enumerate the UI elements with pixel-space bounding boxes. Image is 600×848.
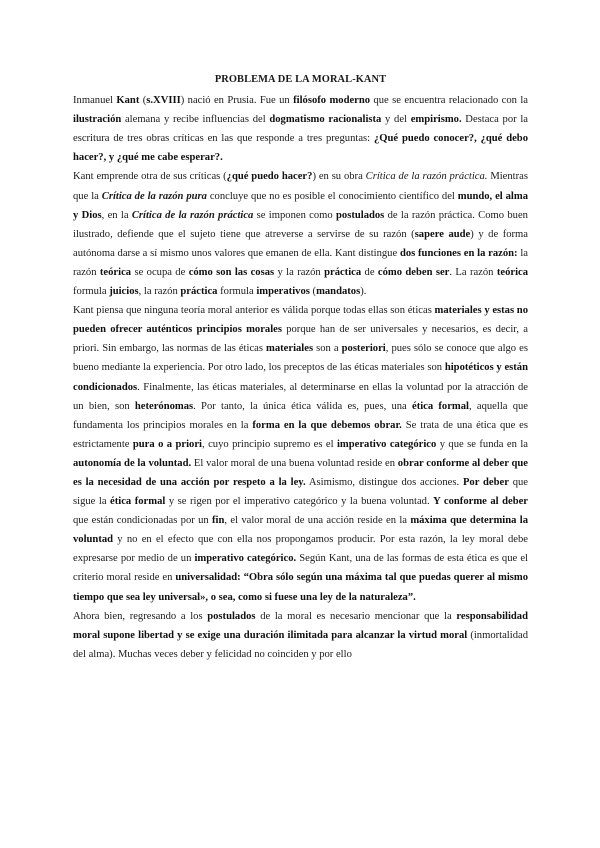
text-run: Según Kant, una de las formas de esta ética es que el criterio moral reside en	[73, 553, 528, 584]
text-run: . Finalmente, las éticas materiales, al determinarse en ellas la voluntad por la atracción de un bien, son	[73, 381, 528, 412]
text-run: ) en su obra	[312, 171, 366, 183]
text-run: imperativo categórico.	[194, 553, 297, 565]
text-run: (inmortalidad del alma). Muchas veces deber y felicidad no coinciden y por ello	[73, 629, 528, 660]
text-run: y la razón	[274, 266, 325, 278]
text-run: Por deber	[462, 476, 509, 488]
text-run: , aquella que fundamenta los principios morales en la	[73, 400, 528, 431]
text-run: Destaca por la escritura de tres obras críticas en las que responde a tres preguntas:	[73, 114, 529, 145]
text-run: . Por tanto, la única ética válida es, pues, una	[193, 400, 412, 412]
text-run: materiales y estas no pueden ofrecer auténticos principios morales	[73, 305, 528, 336]
text-run: teórica	[99, 266, 132, 278]
text-run: empirismo.	[410, 114, 462, 126]
text-run: y del	[381, 114, 411, 126]
text-run: : “Obra sólo según una máxima tal que puedas querer al mismo tiempo que sea ley universal», o sea, como si fuese una ley de la naturaleza”.	[73, 572, 529, 603]
text-run: de la razón práctica. Como buen ilustrado, defiende que el sujeto tiene que atreverse a servirse de su razón (	[73, 209, 528, 240]
text-run: posteriori	[341, 343, 386, 355]
text-run: máxima que determina la voluntad	[73, 515, 528, 546]
text-run: autonomía de la voluntad.	[73, 457, 192, 469]
text-run: ).	[360, 286, 367, 298]
text-run: heterónomas	[134, 400, 194, 412]
text-run: Crítica de la razón práctica.	[365, 171, 488, 183]
text-run: fin	[212, 515, 225, 527]
text-run: y se rigen por el imperativo categórico y la buena voluntad.	[165, 496, 434, 508]
text-run: Kant	[116, 95, 140, 107]
text-run: universalidad	[175, 572, 238, 584]
text-run: ) nació en Prusia. Fue un	[180, 95, 294, 107]
text-run: formula	[217, 286, 257, 298]
text-run: postulados	[207, 610, 256, 622]
text-run: pura o a priori	[132, 438, 203, 450]
text-run: Kant emprende otra de sus críticas (	[73, 171, 227, 183]
text-run: Inmanuel	[73, 95, 117, 107]
text-run: teórica	[496, 266, 529, 278]
text-run: Ahora bien, regresando a los	[73, 610, 208, 622]
text-run: mandatos	[316, 286, 361, 298]
text-run: Asimismo, distingue dos acciones.	[305, 476, 463, 488]
text-run: que se encuentra relacionado con la	[370, 95, 528, 107]
text-run: obrar conforme al deber que es la necesidad de una acción por respeto a la ley.	[73, 457, 528, 488]
text-run: El valor moral de una buena voluntad reside en	[191, 457, 398, 469]
text-run: práctica	[324, 266, 362, 278]
text-run: y que se funda en la	[436, 438, 528, 450]
text-run: formula	[73, 286, 110, 298]
text-run: juicios	[109, 286, 139, 298]
text-run: Crítica de la razón pura	[101, 190, 207, 202]
text-run: alemana y recibe influencias del	[121, 114, 270, 126]
text-run: ilustración	[73, 114, 122, 126]
text-run: Se trata de una ética que es estrictamente	[73, 419, 528, 450]
text-run: , cuyo principio supremo es el	[202, 438, 337, 450]
text-run: , en la	[101, 209, 132, 221]
text-run: imperativos	[256, 286, 310, 298]
text-run: de la moral es necesario mencionar que la	[255, 610, 457, 622]
text-run: materiales	[266, 343, 314, 355]
text-run: (	[139, 95, 147, 107]
text-run: la razón	[73, 247, 528, 278]
paragraph-practical-reason	[73, 167, 528, 301]
text-run: filósofo moderno	[293, 95, 371, 107]
text-run: hipotéticos y están condicionados	[73, 362, 528, 393]
text-run: . La razón	[449, 266, 497, 278]
text-run: ética formal	[412, 400, 469, 412]
text-run: , el valor moral de una acción reside en la	[224, 515, 411, 527]
text-run: forma en la que debemos obrar.	[252, 419, 402, 431]
text-run: ¿Qué puedo conocer?, ¿qué debo hacer?, y ¿qué me cabe esperar?.	[73, 133, 528, 164]
document-title: PROBLEMA DE LA MORAL-KANT	[214, 74, 387, 85]
text-run: Crítica de la razón práctica	[131, 209, 254, 221]
document-page	[73, 70, 528, 664]
text-run: de	[361, 266, 378, 278]
text-run: cómo deben ser	[377, 266, 450, 278]
text-run: que están condicionadas por un	[73, 515, 213, 527]
text-run: Kant piensa que ninguna teoría moral anterior es válida porque todas ellas son éticas	[73, 305, 435, 317]
text-run: concluye que no es posible el conocimiento científico del	[206, 190, 458, 202]
paragraph-formal-ethics	[73, 301, 528, 607]
text-run: , la razón	[138, 286, 181, 298]
text-run: dogmatismo racionalista	[269, 114, 382, 126]
text-run: porque han de ser universales y necesarios, es decir, a priori. Sin embargo, las normas de las éticas	[73, 324, 528, 355]
text-run: (	[309, 286, 317, 298]
text-run: Y conforme al deber	[433, 496, 528, 508]
text-run: se ocupa de	[131, 266, 189, 278]
text-run: dos funciones en la razón:	[399, 247, 518, 259]
text-run: que sigue la	[73, 476, 528, 508]
text-run: postulados	[336, 209, 385, 221]
text-run: cómo son las cosas	[188, 266, 275, 278]
paragraph-postulates	[73, 607, 528, 664]
text-run: Mientras que la	[73, 171, 528, 202]
text-run: ¿qué puedo hacer?	[226, 171, 313, 183]
text-run: se imponen como	[253, 209, 337, 221]
text-run: responsabilidad moral supone libertad y se exige una duración ilimitada para alcanzar la virtud moral	[73, 610, 528, 641]
paragraph-intro	[73, 91, 528, 167]
text-run: mundo, el alma y Dios	[73, 190, 528, 221]
text-run: imperativo categórico	[336, 438, 437, 450]
text-run: , pues sólo se conoce que algo es bueno mediante la experiencia. Por otro lado, los preceptos de las éticas materiales son	[73, 343, 528, 374]
text-run: son a	[313, 343, 342, 355]
text-run: ética formal	[110, 496, 166, 508]
text-run: y no en el efecto que con ella nos propongamos producir. Por esta razón, la ley moral debe expresarse por medio de un	[73, 534, 528, 565]
text-run: sapere aude	[414, 228, 471, 240]
text-run: ) y de forma autónoma darse a sí mismo unos valores que emanen de ella. Kant distingue	[73, 228, 528, 259]
text-run: práctica	[180, 286, 218, 298]
text-run: s.XVIII	[146, 95, 181, 107]
